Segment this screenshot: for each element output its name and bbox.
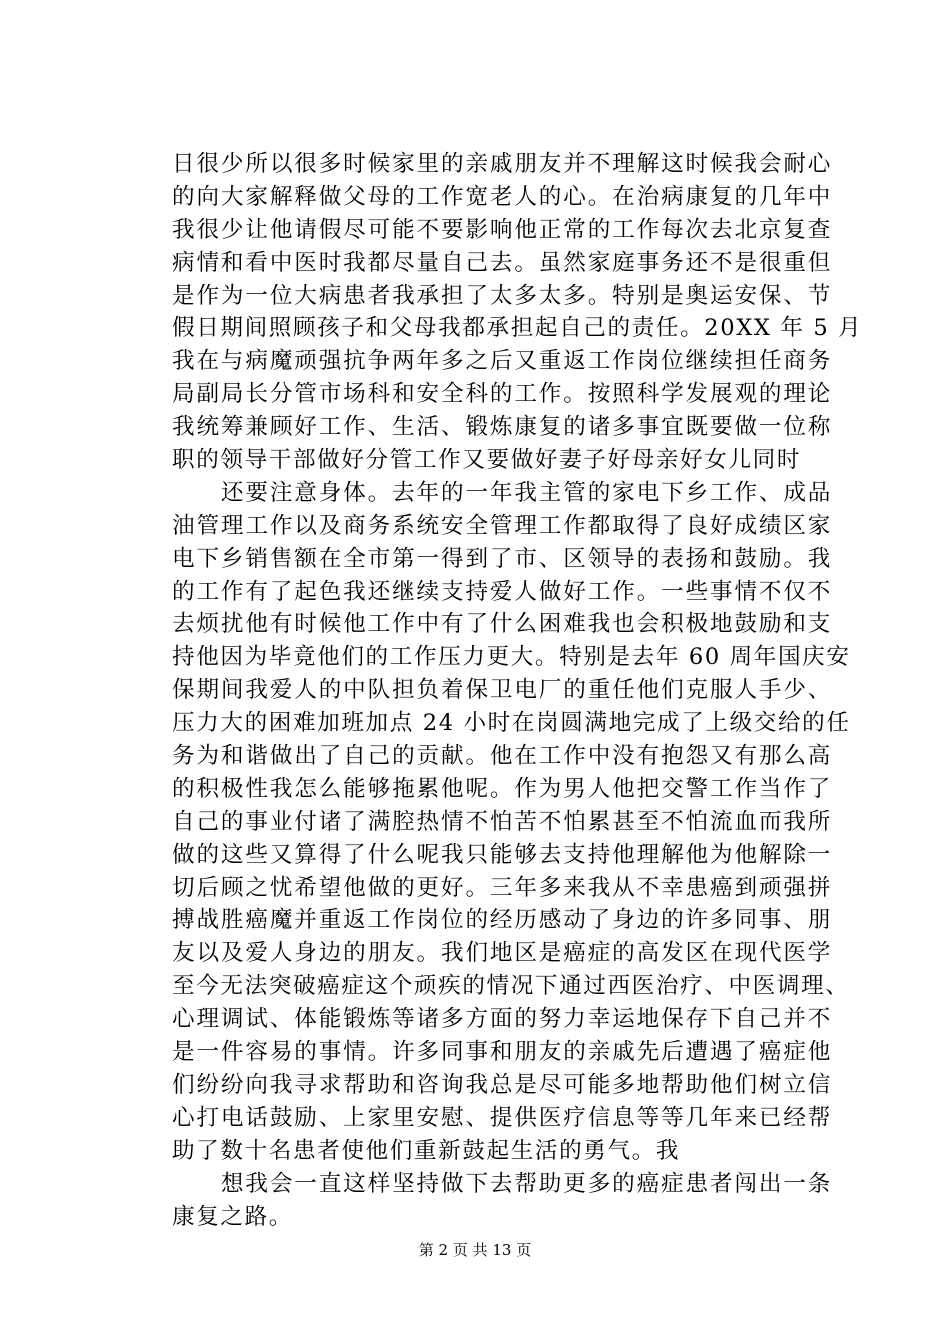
text-line: 油管理工作以及商务系统安全管理工作都取得了良好成绩区家: [172, 512, 832, 539]
text-line: 搏战胜癌魔并重返工作岗位的经历感动了身边的许多同事、朋: [172, 907, 832, 934]
text-line: 想我会一直这样坚持做下去帮助更多的癌症患者闯出一条: [172, 1170, 832, 1197]
body-text: [172, 148, 863, 1233]
text-line: 持他因为毕竟他们的工作压力更大。特别是去年 60 周年国庆安: [172, 644, 851, 671]
page-number-footer: 第 2 页 共 13 页: [418, 1241, 532, 1259]
text-line: 我在与病魔顽强抗争两年多之后又重返工作岗位继续担任商务: [172, 348, 832, 375]
text-line: 保期间我爱人的中队担负着保卫电厂的重任他们克服人手少、: [172, 677, 832, 704]
text-line: 心打电话鼓励、上家里安慰、提供医疗信息等等几年来已经帮: [172, 1104, 832, 1131]
text-line: 友以及爱人身边的朋友。我们地区是癌症的高发区在现代医学: [172, 940, 832, 967]
text-line: 职的领导干部做好分管工作又要做好妻子好母亲好女儿同时: [172, 447, 802, 474]
text-line: 假日期间照顾孩子和父母我都承担起自己的责任。20XX 年 5 月: [172, 315, 863, 342]
text-line: 是一件容易的事情。许多同事和朋友的亲戚先后遭遇了癌症他: [172, 1039, 832, 1066]
text-line: 我统筹兼顾好工作、生活、锻炼康复的诸多事宜既要做一位称: [172, 414, 832, 441]
text-line: 们纷纷向我寻求帮助和咨询我总是尽可能多地帮助他们树立信: [172, 1071, 832, 1098]
text-line: 自己的事业付诸了满腔热情不怕苦不怕累甚至不怕流血而我所: [172, 808, 832, 835]
text-line: 务为和谐做出了自己的贡献。他在工作中没有抱怨又有那么高: [172, 743, 832, 770]
text-line: 的向大家解释做父母的工作宽老人的心。在治病康复的几年中: [172, 183, 832, 210]
text-line: 心理调试、体能锻炼等诸多方面的努力幸运地保存下自己并不: [172, 1006, 832, 1033]
text-line: 的积极性我怎么能够拖累他呢。作为男人他把交警工作当作了: [172, 775, 832, 802]
text-line: 的工作有了起色我还继续支持爱人做好工作。一些事情不仅不: [172, 578, 832, 605]
text-line: 电下乡销售额在全市第一得到了市、区领导的表扬和鼓励。我: [172, 545, 832, 572]
text-line: 压力大的困难加班加点 24 小时在岗圆满地完成了上级交给的任: [172, 710, 851, 737]
text-line: 至今无法突破癌症这个顽疾的情况下通过西医治疗、中医调理、: [172, 973, 850, 1000]
text-line: 康复之路。: [172, 1203, 293, 1230]
text-line: 做的这些又算得了什么呢我只能够去支持他理解他为他解除一: [172, 841, 832, 868]
text-line: 还要注意身体。去年的一年我主管的家电下乡工作、成品: [172, 479, 832, 506]
text-line: 我很少让他请假尽可能不要影响他正常的工作每次去北京复查: [172, 216, 832, 243]
text-line: 助了数十名患者使他们重新鼓起生活的勇气。我: [172, 1137, 681, 1164]
text-line: 病情和看中医时我都尽量自己去。虽然家庭事务还不是很重但: [172, 249, 832, 276]
text-line: 日很少所以很多时候家里的亲戚朋友并不理解这时候我会耐心: [172, 151, 832, 177]
text-line: 去烦扰他有时候他工作中有了什么困难我也会积极地鼓励和支: [172, 611, 832, 638]
text-line: 局副局长分管市场科和安全科的工作。按照科学发展观的理论: [172, 381, 832, 408]
text-line: 是作为一位大病患者我承担了太多太多。特别是奥运安保、节: [172, 282, 832, 309]
text-line: 切后顾之忧希望他做的更好。三年多来我从不幸患癌到顽强拼: [172, 874, 832, 901]
